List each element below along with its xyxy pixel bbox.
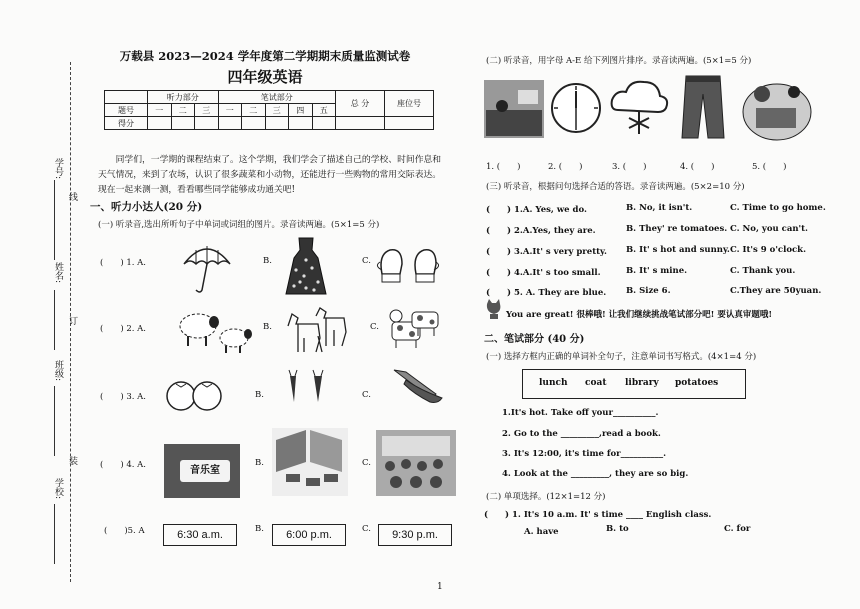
col-number: 二 [242,104,266,117]
fill-sentence-4: 4. Look at the _________, they are so big. [502,469,689,479]
fill-sentence-3: 3. It's 12:00, it's time for__________. [502,449,667,459]
score-cell[interactable] [148,117,172,130]
answer-4-b: B. It' s mine. [626,266,688,276]
col-number: 一 [218,104,242,117]
name-line [54,290,55,350]
writing-header: 笔试部分 [218,91,336,104]
name-label: 姓名: [53,262,63,284]
order-blank-3[interactable]: 3. ( ) [612,162,647,172]
col-number: 五 [312,104,336,117]
seal-char-ding: 订 [67,316,77,325]
tomatoes-icon [164,378,226,412]
sheep-icon [176,306,256,354]
q2-option-c: C. [370,322,379,332]
order-blank-4[interactable]: 4. ( ) [680,162,715,172]
answer-2-a: ( ) 2.A.Yes, they are. [486,226,596,236]
part1-heading: 一、听力小达人(20 分) [90,201,203,213]
q5-number: ( )5. A [104,526,145,536]
word-bank-item: potatoes [675,378,719,388]
q4-option-c: C. [362,458,371,468]
q4-option-b: B. [255,458,264,468]
green-beans-icon [386,364,446,408]
answer-3-c: C. It's 9 o'clock. [730,245,807,255]
answer-5-a: ( ) 5. A. They are blue. [486,288,607,298]
score-cell[interactable] [171,117,195,130]
bedroom-photo [484,80,544,138]
student-id-label: 学号: [53,158,63,180]
col-number: 三 [195,104,219,117]
listening-header: 听力部分 [148,91,219,104]
q3-number: ( ) 3. A. [100,392,146,402]
q1-option-b: B. [263,256,272,266]
q1-option-c: C. [362,256,371,266]
order-blank-5[interactable]: 5. ( ) [752,162,787,172]
word-bank-item: lunch [539,378,568,388]
time-option-c: 9:30 p.m. [378,524,452,546]
q1-number: ( ) 1. A. [100,258,146,268]
clock-icon [550,82,602,134]
fill-sentence-2: 2. Go to the _________,read a book. [502,429,661,439]
classroom-photo [376,430,456,496]
answer-3-a: ( ) 3.A.It' s very pretty. [486,247,607,257]
score-cell[interactable] [242,117,266,130]
music-room-sign-photo [164,444,240,498]
library-icon [270,426,350,498]
answer-1-b: B. No, it isn't. [626,203,693,213]
mc-option-c[interactable]: C. for [724,524,751,534]
section1-title: (一) 听录音,选出所听句子中单词或词组的图片。录音读两遍。(5×1=5 分) [98,220,380,230]
section2-title: (二) 听录音，用字母 A-E 给下列图片排序。录音读两遍。(5×1=5 分) [486,56,752,66]
school-label: 学校: [53,478,63,500]
score-cell[interactable] [312,117,336,130]
answer-4-a: ( ) 4.A.It' s too small. [486,268,601,278]
word-bank-item: coat [585,378,607,388]
students-reading-icon [740,72,814,142]
score-cell[interactable] [195,117,219,130]
intro-text: 同学们，一学期的课程结束了。这个学期，我们学会了描述自己的学校、时间作息和天气情况，来到了农场，认识了很多蔬菜和小动物，还能进行一些购物的常用交际表达。现在一起来测一测，看看哪些同学能够成功通关吧! [98,155,442,195]
q3-option-c: C. [362,390,371,400]
class-line [54,386,55,456]
writing-heading: 二、笔试部分 (40 分) [484,334,585,345]
seal-char-xian: 线 [67,192,77,201]
answer-2-c: C. No, you can't. [730,224,808,234]
answer-1-c: C. Time to go home. [730,203,826,213]
writing2-title: (二) 单项选择。(12×1=12 分) [486,492,606,502]
q3-option-b: B. [255,390,264,400]
order-blank-2[interactable]: 2. ( ) [548,162,583,172]
word-bank-box [522,369,746,399]
fill-sentence-1: 1.It's hot. Take off your__________. [502,408,659,418]
exam-subtitle: 四年级英语 [227,68,303,86]
total-header: 总 分 [336,91,385,117]
col-number: 四 [289,104,313,117]
mc-question-1: ( ) 1. It's 10 a.m. It' s time ____ English class. [484,510,712,520]
q5-option-b: B. [255,524,264,534]
seat-header: 座位号 [385,91,434,117]
cows-icon [388,304,442,354]
score-cell[interactable] [289,117,313,130]
q2-option-b: B. [263,322,272,332]
col-number: 三 [265,104,289,117]
writing1-title: (一) 选择方框内正确的单词补全句子，注意单词书写格式。(4×1=4 分) [486,352,757,362]
umbrella-icon [180,238,234,296]
horses-icon [282,306,352,356]
q4-number: ( ) 4. A. [100,460,146,470]
answer-2-b: B. They' re tomatoes. [626,224,728,234]
answer-1-a: ( ) 1.A. Yes, we do. [486,205,587,215]
q5-option-c: C. [362,524,371,534]
order-blank-1[interactable]: 1. ( ) [486,162,521,172]
dress-icon [284,236,328,298]
col-number: 一 [148,104,172,117]
time-option-b: 6:00 p.m. [272,524,346,546]
total-score-cell[interactable] [336,117,385,130]
answer-5-b: B. Size 6. [626,286,671,296]
time-option-a: 6:30 a.m. [163,524,237,546]
page-number: 1 [437,582,443,592]
q2-number: ( ) 2. A. [100,324,146,334]
pants-icon [680,74,726,140]
section3-title: (三) 听录音，根据问句选择合适的答语。录音读两遍。(5×2=10 分) [486,182,745,192]
score-cell[interactable] [265,117,289,130]
seat-cell[interactable] [385,117,434,130]
word-bank-item: library [625,378,659,388]
answer-4-c: C. Thank you. [730,266,796,276]
class-label: 班级: [53,360,63,382]
encouragement-text: You are great! 很棒哦! 让我们继续挑战笔试部分吧! 要认真审题哦! [506,310,773,320]
row-label-score: 得分 [105,117,148,130]
school-line [54,504,55,564]
score-table [104,90,434,130]
col-number: 二 [171,104,195,117]
cat-mascot-icon [484,298,502,320]
student-id-line [54,180,55,260]
mc-option-b[interactable]: B. to [606,524,629,534]
mc-option-a[interactable]: A. have [524,527,559,537]
answer-3-b: B. It' s hot and sunny. [626,245,730,255]
row-label-number: 题号 [105,104,148,117]
snowy-weather-icon [608,78,670,136]
score-cell[interactable] [218,117,242,130]
exam-title: 万载县 2023—2024 学年度第二学期期末质量监测试卷 [119,49,411,63]
carrots-icon [284,368,328,406]
music-room-sign-text: 音乐室 [180,460,230,482]
seal-char-zhuang: 装 [67,456,77,465]
answer-5-c: C.They are 50yuan. [730,286,822,296]
mittens-icon [376,244,442,288]
